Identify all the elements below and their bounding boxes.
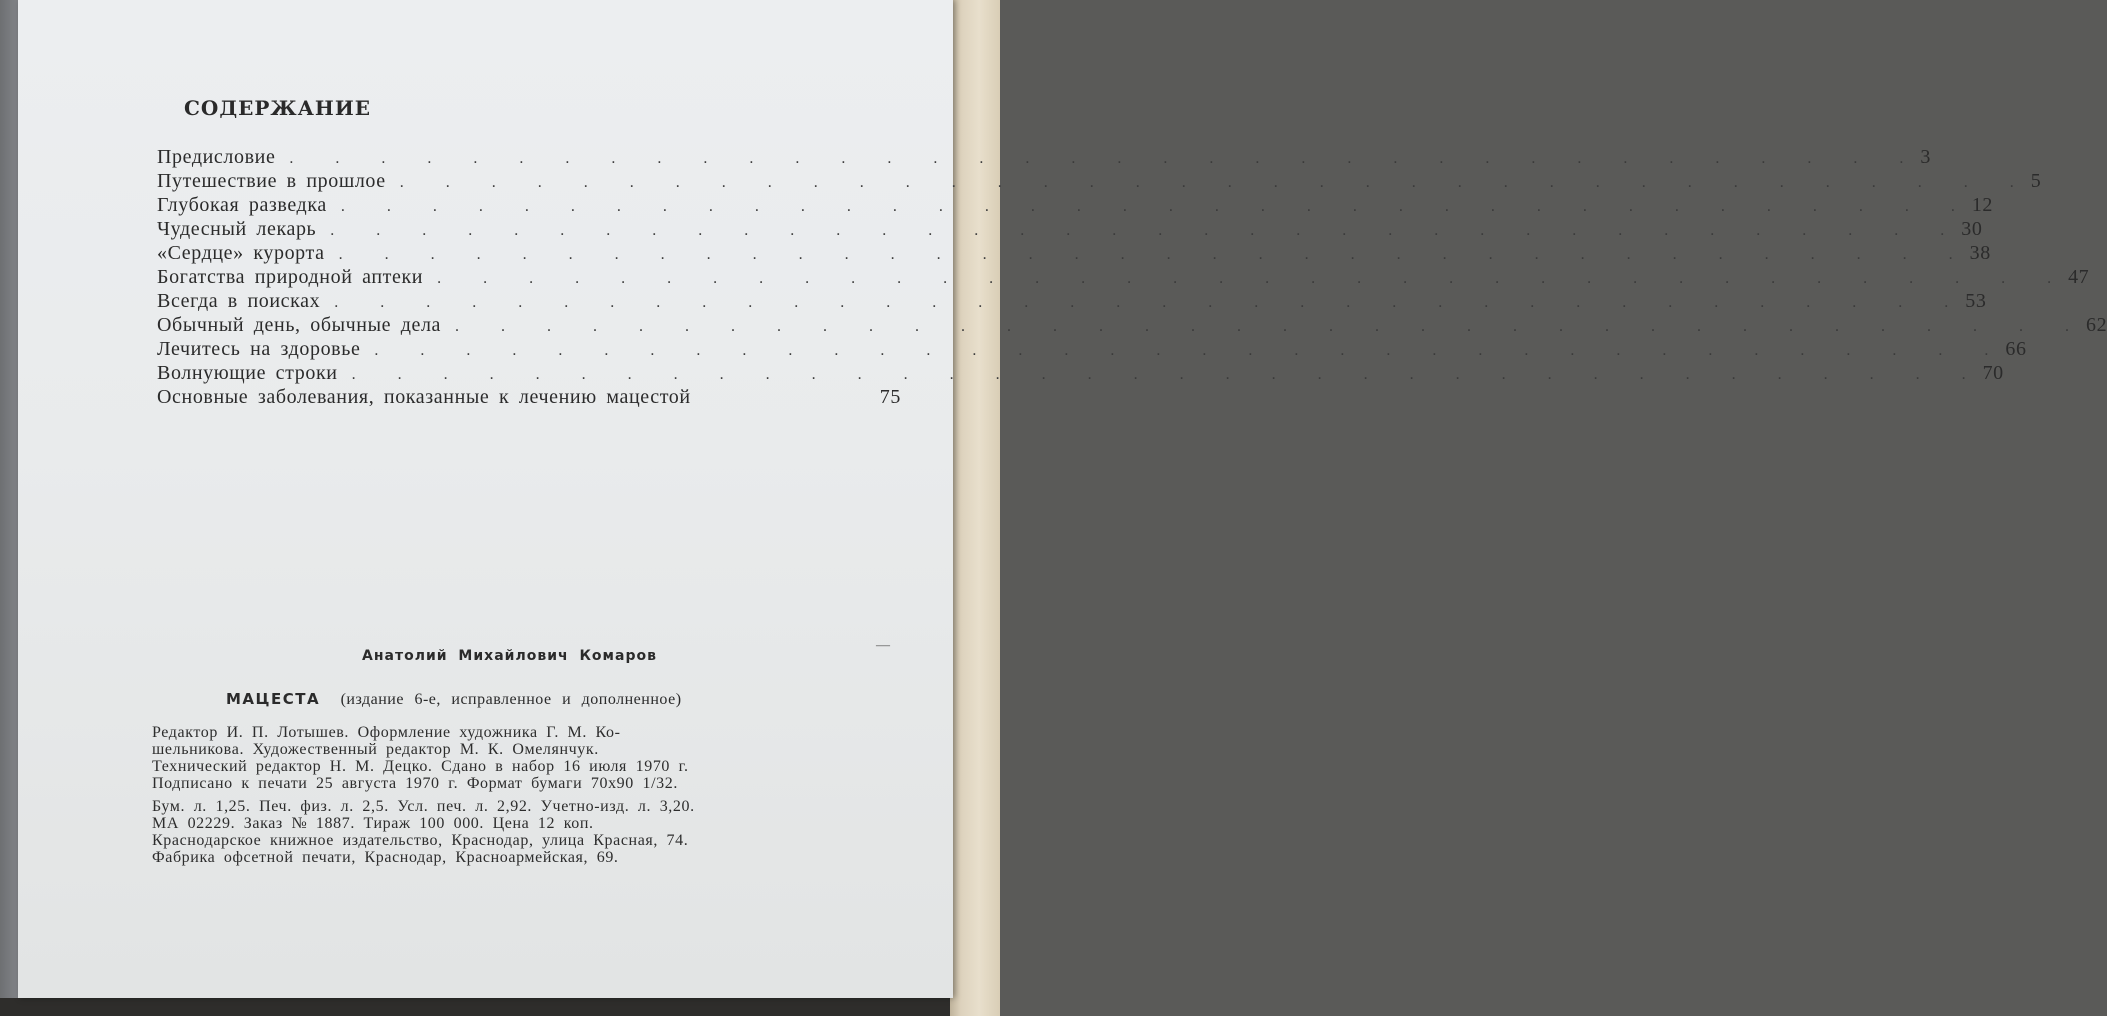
toc-leader-dots: . . . . . . . . . . . . . . . . . . . . . . . . . . . . . . . . . . . . bbox=[437, 270, 2069, 287]
toc-entry-page: 3 bbox=[1920, 146, 1932, 168]
toc-entry-page: 5 bbox=[2030, 170, 2042, 192]
toc-entry-label: Волнующие строки bbox=[157, 362, 338, 384]
imprint-block bbox=[152, 724, 912, 866]
toc-entry-label: Богатства природной аптеки bbox=[157, 266, 424, 288]
toc-entry-page: 66 bbox=[2005, 338, 2027, 360]
toc-leader-dots: . . . . . . . . . . . . . . . . . . . . . . . . . . . . . . . . . . . . bbox=[351, 366, 1983, 383]
toc-entry-label: Обычный день, обычные дела bbox=[157, 314, 442, 336]
toc-entry-label: Глубокая разведка bbox=[157, 194, 327, 216]
toc-entry-label: Чудесный лекарь bbox=[157, 218, 317, 240]
toc-entry bbox=[157, 218, 1983, 242]
book-title-line bbox=[226, 690, 682, 709]
table-of-contents bbox=[157, 146, 2107, 410]
toc-entry-label: Лечитесь на здоровье bbox=[157, 338, 361, 360]
toc-entry bbox=[157, 386, 901, 410]
toc-entry bbox=[157, 290, 1987, 314]
toc-entry-page: 12 bbox=[1971, 194, 1994, 216]
toc-leader-dots: . . . . . . . . . . . . . . . . . . . . . . . . . . . . . . . . . . . . bbox=[330, 222, 1962, 239]
toc-entry bbox=[157, 242, 1991, 266]
toc-entry bbox=[157, 146, 1932, 170]
toc-entry-label: Путешествие в прошлое bbox=[157, 170, 386, 192]
imprint-line: шельниковa. Художественный редактор М. К. Омелянчук. bbox=[152, 741, 599, 758]
toc-entry-page: 53 bbox=[1965, 290, 1987, 312]
toc-entry-page: 38 bbox=[1969, 242, 1991, 264]
toc-entry-label: Основные заболевания, показанные к лечению мацестой bbox=[157, 386, 691, 408]
book-edition: (издание 6-е, исправленное и дополненное) bbox=[340, 691, 682, 708]
imprint-line: Редактор И. П. Лотышев. Оформление художника Г. М. Ко- bbox=[152, 724, 621, 741]
imprint-line: МА 02229. Заказ № 1887. Тираж 100 000. Цена 12 коп. bbox=[152, 815, 594, 832]
toc-entry-label: «Сердце» курорта bbox=[157, 242, 325, 264]
imprint-line: Бум. л. 1,25. Печ. физ. л. 2,5. Усл. печ. л. 2,92. Учетно-изд. л. 3,20. bbox=[152, 798, 695, 815]
toc-entry-label: Предисловие bbox=[157, 146, 276, 168]
imprint-line: Краснодарское книжное издательство, Краснодар, улица Красная, 74. bbox=[152, 832, 689, 849]
toc-entry bbox=[157, 170, 2042, 194]
toc-entry bbox=[157, 266, 2090, 290]
toc-leader-dots: . . . . . . . . . . . . . . . . . . . . . . . . . . . . . . . . . . . . bbox=[289, 150, 1921, 167]
book-page bbox=[18, 0, 2107, 998]
toc-title: СОДЕРЖАНИЕ bbox=[184, 96, 371, 120]
imprint-line: Технический редактор Н. М. Децко. Сдано в набор 16 июля 1970 г. bbox=[152, 758, 689, 775]
author-name: Анатолий Михайлович Комаров bbox=[362, 648, 657, 664]
toc-entry-page: 47 bbox=[2068, 266, 2090, 288]
toc-leader-dots: . . . . . . . . . . . . . . . . . . . . . . . . . . . . . . . . . . . . bbox=[340, 198, 1972, 215]
toc-entry bbox=[157, 314, 2107, 338]
toc-leader-dots: . . . . . . . . . . . . . . . . . . . . . . . . . . . . . . . . . . . . bbox=[399, 174, 2031, 191]
book-title: МАЦЕСТА bbox=[226, 690, 321, 708]
toc-entry-page: 30 bbox=[1961, 218, 1983, 240]
toc-entry-page: 70 bbox=[1982, 362, 2004, 384]
toc-entry-page: 62 bbox=[2086, 314, 2107, 336]
toc-entry-label: Всегда в поисках bbox=[157, 290, 321, 312]
toc-entry bbox=[157, 338, 2027, 362]
toc-leader-dots: . . . . . . . . . . . . . . . . . . . . . . . . . . . . . . . . . . . . bbox=[338, 246, 1970, 263]
toc-entry bbox=[157, 194, 1994, 218]
toc-leader-dots: . . . . . . . . . . . . . . . . . . . . . . . . . . . . . . . . . . . . bbox=[374, 342, 2006, 359]
toc-entry-page: 75 bbox=[879, 386, 901, 408]
separator-dash: — bbox=[876, 638, 890, 653]
imprint-line: Фабрика офсетной печати, Краснодар, Красноармейская, 69. bbox=[152, 849, 619, 866]
toc-leader-dots: . . . . . . . . . . . . . . . . . . . . . . . . . . . . . . . . . . . . bbox=[455, 318, 2087, 335]
imprint-line: Подписано к печати 25 августа 1970 г. Формат бумаги 70x90 1/32. bbox=[152, 775, 678, 792]
toc-entry bbox=[157, 362, 2004, 386]
background-bottom bbox=[0, 998, 950, 1016]
toc-leader-dots: . . . . . . . . . . . . . . . . . . . . . . . . . . . . . . . . . . . . bbox=[334, 294, 1966, 311]
